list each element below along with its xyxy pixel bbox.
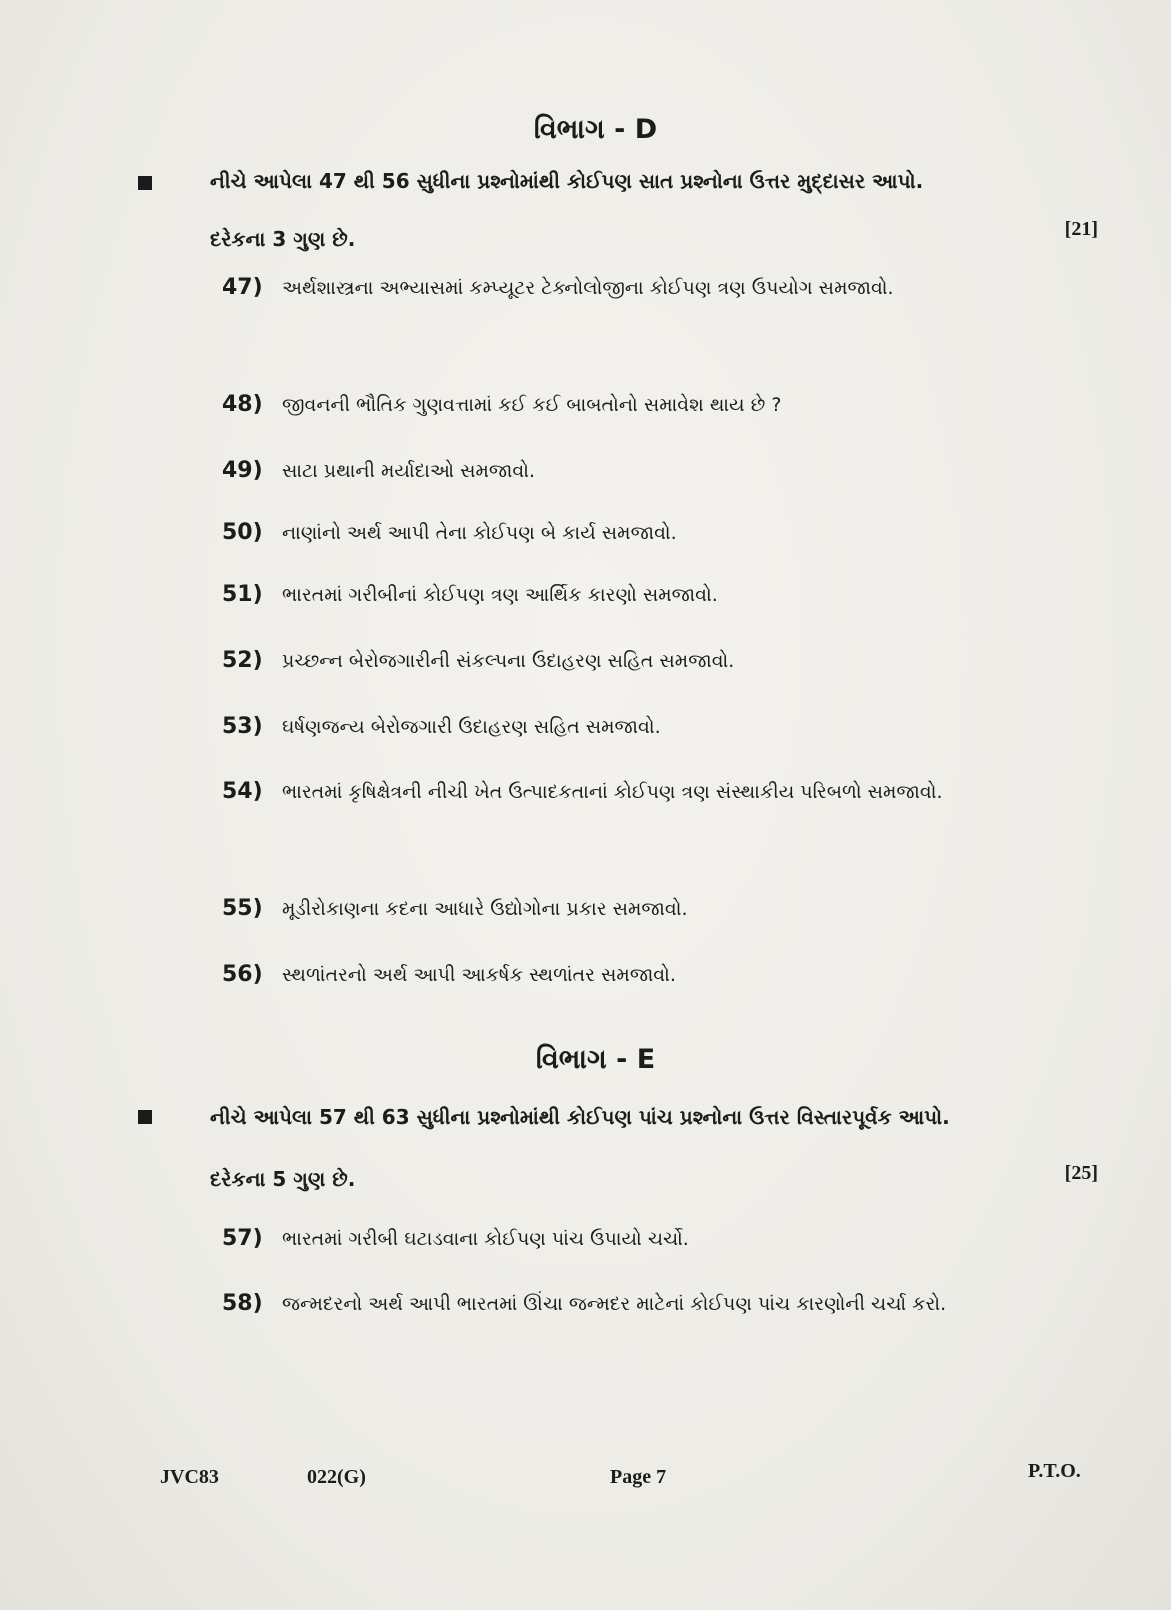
question-text: સ્થળાંતરનો અર્થ આપી આકર્ષક સ્થળાંતર સમજાવો. [282, 964, 676, 986]
section-e-instruction-block [138, 1104, 1098, 1194]
question-number: 51) [222, 582, 263, 607]
footer-page-number: Page 7 [610, 1466, 667, 1488]
question-number: 52) [222, 648, 263, 673]
section-e-marks: [25] [1064, 1162, 1098, 1184]
section-d-instruction: નીચે આપેલા 47 થી 56 સુધીના પ્રશ્નોમાંથી કોઈપણ સાત પ્રશ્નોના ઉત્તર મુદ્દાસર આપો. દરેકના 3 ગુણ છે. [210, 169, 924, 251]
question-number: 47) [222, 275, 263, 300]
question-text: જીવનની ભૌતિક ગુણવત્તામાં કઈ કઈ બાબતોનો સમાવેશ થાય છે ? [282, 394, 782, 416]
question-text: ભારતમાં કૃષિક્ષેત્રની નીચી ખેત ઉત્પાદકતાનાં કોઈપણ ત્રણ સંસ્થાકીય પરિબળો સમજાવો. [282, 781, 943, 803]
question-number: 53) [222, 714, 263, 739]
question-number: 58) [222, 1291, 263, 1316]
question-number: 48) [222, 392, 263, 417]
question-text: નાણાંનો અર્થ આપી તેના કોઈપણ બે કાર્ય સમજાવો. [282, 522, 677, 544]
bullet-square-icon [138, 1110, 152, 1124]
footer-subject-code: 022(G) [307, 1466, 366, 1488]
question-text: જન્મદરનો અર્થ આપી ભારતમાં ઊંચા જન્મદર માટેનાં કોઈપણ પાંચ કારણોની ચર્ચા કરો. [282, 1293, 947, 1315]
footer-exam-code: JVC83 [160, 1466, 219, 1488]
question-number: 49) [222, 458, 263, 483]
question-text: ભારતમાં ગરીબીનાં કોઈપણ ત્રણ આર્થિક કારણો સમજાવો. [282, 584, 718, 606]
question-number: 54) [222, 779, 263, 804]
section-e-instruction: નીચે આપેલા 57 થી 63 સુધીના પ્રશ્નોમાંથી કોઈપણ પાંચ પ્રશ્નોના ઉત્તર વિસ્તારપૂર્વક આપો. દરેકના 5 ગુણ છે. [210, 1105, 950, 1191]
section-d-instruction-block [138, 170, 1098, 260]
question-text: પ્રચ્છન્ન બેરોજગારીની સંકલ્પના ઉદાહરણ સહિત સમજાવો. [282, 650, 735, 672]
question-text: સાટા પ્રથાની મર્યાદાઓ સમજાવો. [282, 460, 536, 482]
question-text: મૂડીરોકાણના કદના આધારે ઉદ્યોગોના પ્રકાર સમજાવો. [282, 898, 688, 920]
section-d-title: વિભાગ - D [533, 114, 658, 145]
question-text: અર્થશાસ્ત્રના અભ્યાસમાં કમ્પ્યૂટર ટેક્નોલોજીના કોઈપણ ત્રણ ઉપયોગ સમજાવો. [282, 277, 894, 299]
bullet-square-icon [138, 176, 152, 190]
section-e-title: વિભાગ - E [535, 1044, 656, 1075]
section-d-marks: [21] [1064, 218, 1098, 240]
question-number: 57) [222, 1226, 263, 1251]
question-text: ઘર્ષણજન્ય બેરોજગારી ઉદાહરણ સહિત સમજાવો. [282, 716, 661, 738]
question-text: ભારતમાં ગરીબી ઘટાડવાના કોઈપણ પાંચ ઉપાયો ચર્ચો. [282, 1228, 689, 1250]
footer-pto: P.T.O. [1028, 1460, 1081, 1482]
question-number: 50) [222, 520, 263, 545]
question-number: 55) [222, 896, 263, 921]
question-number: 56) [222, 962, 263, 987]
